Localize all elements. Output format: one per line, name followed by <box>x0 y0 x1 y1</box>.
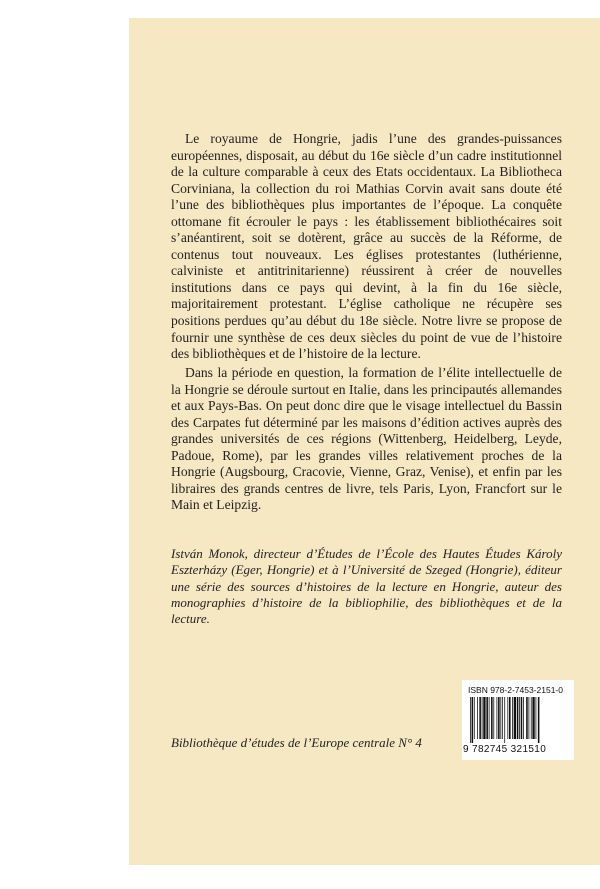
summary-paragraph-2 <box>171 365 562 514</box>
barcode-bar <box>504 697 505 743</box>
barcode-bar <box>538 697 540 743</box>
barcode-bar <box>521 697 523 739</box>
barcode-bar <box>472 697 474 743</box>
barcode-bar <box>486 697 488 739</box>
barcode-bar <box>509 697 511 739</box>
barcode-bar <box>529 697 530 739</box>
barcode-bar <box>532 697 534 739</box>
summary-paragraph-2-text: Dans la période en question, la formation de l’élite intellectuelle de la Hongrie se déroule surtout en Italie, dans les principautés allemandes et aux Pays-Bas. On peut donc dire que le visage intellectuel du Bassin des Carpates fut déterminé par les maisons d’édition actives auprès des grandes universités de ces régions (Wittenberg, Heidelberg, Leyde, Padoue, Rome), par les grandes villes relativement proches de la Hongrie (Augsbourg, Cracovie, Vienne, Graz, Venise), et enfin par les libraires des grands centres de livre, tels Paris, Lyon, Francfort sur le Main et Leipzig. <box>171 365 562 513</box>
summary-paragraph-1 <box>171 131 562 363</box>
barcode-bar <box>526 697 528 739</box>
barcode-bar <box>477 697 478 739</box>
barcode-bar <box>498 697 500 739</box>
summary-paragraph-1-text: Le royaume de Hongrie, jadis l’une des grandes-puissances européennes, disposait, au début du 16e siècle d’un cadre institutionnel de la culture comparable à ceux des Etats occidentaux. La Bibliotheca Corviniana, la collection du roi Mathias Corvin avait sans doute été l’une des bibliothèques plus importantes de l’époque. La conquête ottomane fit écrouler le pays : les établissement bibliothécaires soit s’anéantirent, soit se dotèrent, grâce au succès de la Réforme, de contenus tout nouveaux. Les églises protestantes (luthérienne, calviniste et antitrinitarienne) réussirent à créer de nouvelles institutions dans ce pays qui devint, à la fin du 16e siècle, majoritairement protestant. L’église catholique ne récupère ses positions perdues qu’au début du 18e siècle. Notre livre se propose de fournir une synthèse de ces deux siècles du point de vue de l’histoire des bibliothèques et de l’histoire de la lecture. <box>171 131 562 362</box>
barcode-bar <box>500 697 501 739</box>
barcode-bar <box>507 697 508 739</box>
barcode-bar <box>517 697 519 739</box>
back-cover <box>0 18 600 865</box>
barcode-bar <box>470 697 471 743</box>
barcode-bar <box>531 697 532 739</box>
barcode-bar <box>491 697 493 739</box>
barcode-bar <box>479 697 481 739</box>
barcode-bar <box>519 697 520 739</box>
barcode-bars <box>470 697 568 743</box>
barcode-bar <box>523 697 524 739</box>
series-title: Bibliothèque d’études de l’Europe centrale N° 4 <box>171 735 422 750</box>
author-bio: István Monok, directeur d’Études de l’École des Hautes Études Károly Eszterházy (Eger, Hongrie) et à l’Université de Szeged (Hongrie), éditeur une série des sources d’histoires de la lecture en Hongrie, auteur des monographies d’histoire de la bibliophilie, des bibliothèques et de la lecture. <box>171 546 562 627</box>
barcode-bar <box>502 697 503 739</box>
barcode-bar <box>482 697 483 739</box>
barcode-bar <box>514 697 516 739</box>
isbn-label: ISBN 978-2-7453-2151-0 <box>468 685 563 695</box>
barcode-digits: 9 782745 321510 <box>463 744 547 755</box>
barcode-bar <box>474 697 475 739</box>
barcode-bar <box>536 697 537 739</box>
barcode-bar <box>493 697 494 739</box>
barcode-bar <box>489 697 490 739</box>
barcode-bar <box>483 697 485 739</box>
barcode-bar <box>512 697 513 739</box>
barcode-bar <box>497 697 498 739</box>
isbn-barcode-box <box>462 680 574 760</box>
